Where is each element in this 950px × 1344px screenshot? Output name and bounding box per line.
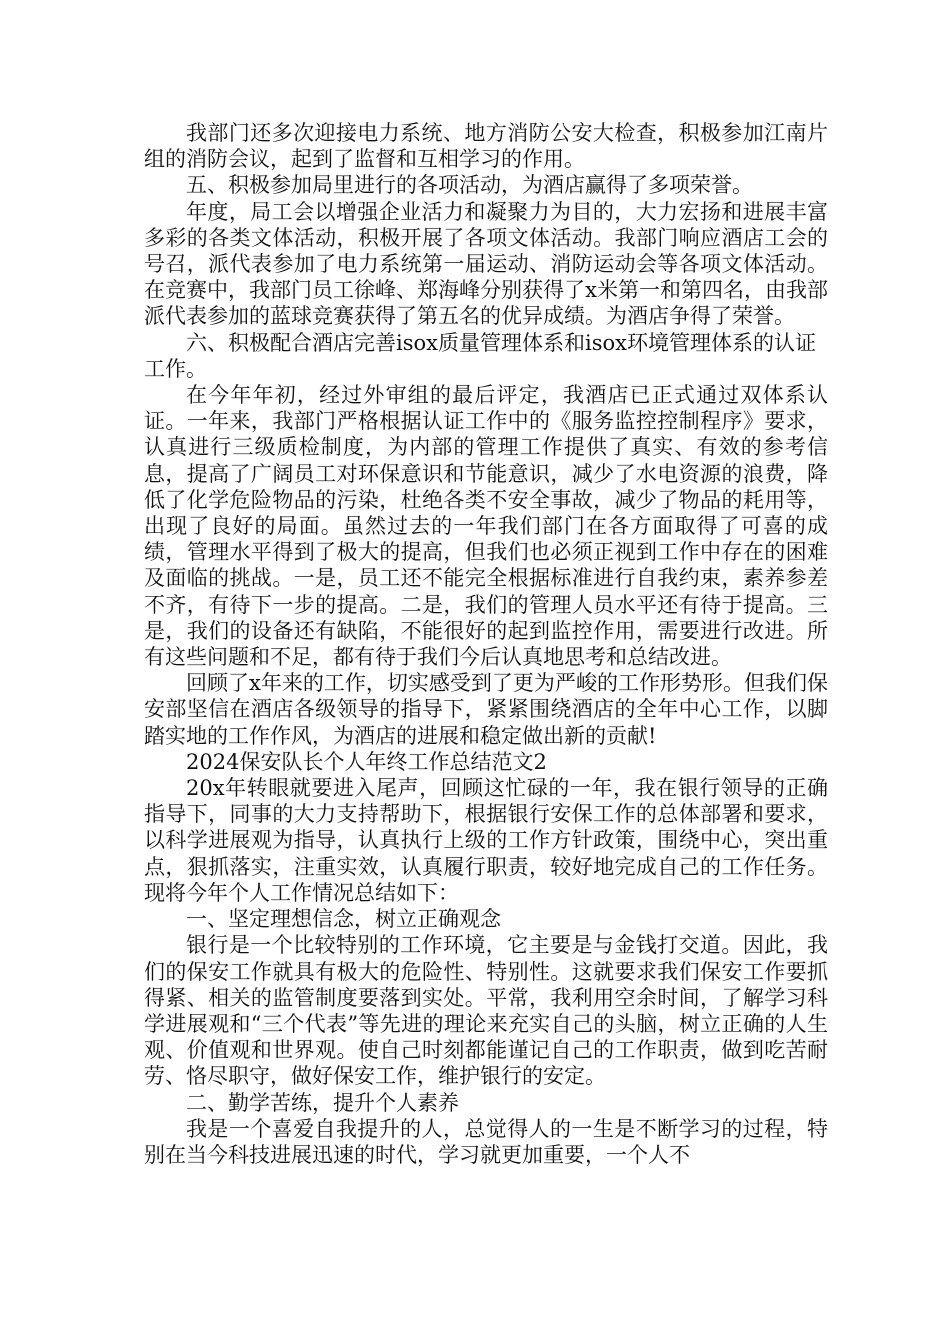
paragraph: 年度，局工会以增强企业活力和凝聚力为目的，大力宏扬和进展丰富多彩的各类文体活动，积极开展了各项文体活动。我部门响应酒店工会的号召，派代表参加了电力系统第一届运动、消防运动会等各项文体活动。在竞赛中，我部门员工徐峰、郑海峰分别获得了x米第一和第四名，由我部派代表参加的蓝球竞赛获得了第五名的优异成绩。为酒店争得了荣誉。 bbox=[144, 199, 828, 329]
paragraph: 在今年年初，经过外审组的最后评定，我酒店已正式通过双体系认证。一年来，我部门严格根据认证工作中的《服务监控控制程序》要求，认真进行三级质检制度，为内部的管理工作提供了真实、有效的参考信息，提高了广阔员工对环保意识和节能意识，减少了水电资源的浪费，降低了化学危险物品的污染，杜绝各类不安全事故，减少了物品的耗用等，出现了良好的局面。虽然过去的一年我们部门在各方面取得了可喜的成绩，管理水平得到了极大的提高，但我们也必须正视到工作中存在的困难及面临的挑战。一是，员工还不能完全根据标准进行自我约束，素养参差不齐，有待下一步的提高。二是，我们的管理人员水平还有待于提高。三是，我们的设备还有缺陷，不能很好的起到监控作用，需要进行改进。所有这些问题和不足，都有待于我们今后认真地思考和总结改进。 bbox=[144, 383, 828, 670]
section-heading: 五、积极参加局里进行的各项活动，为酒店赢得了多项荣誉。 bbox=[186, 173, 753, 198]
section-heading: 六、积极配合酒店完善isox质量管理体系和isox环境管理体系的认证工作。 bbox=[144, 330, 816, 381]
document-body bbox=[144, 120, 828, 1168]
paragraph: 我是一个喜爱自我提升的人，总觉得人的一生是不断学习的过程，特别在当今科技进展迅速的时代，学习就更加重要，一个人不 bbox=[144, 1116, 828, 1167]
article-title: 2024保安队长个人年终工作总结范文2 bbox=[186, 749, 547, 774]
paragraph: 回顾了x年来的工作，切实感受到了更为严峻的工作形势形。但我们保安部坚信在酒店各级领导的指导下，紧紧围绕酒店的全年中心工作，以脚踏实地的工作作风，为酒店的进展和稳定做出新的贡献! bbox=[144, 671, 828, 748]
paragraph: 银行是一个比较特别的工作环境，它主要是与金钱打交道。因此，我们的保安工作就具有极大的危险性、特别性。这就要求我们保安工作要抓得紧、相关的监管制度要落到实处。平常，我利用空余时间，了解学习科学进展观和“三个代表”等先进的理论来充实自己的头脑，树立正确的人生观、价值观和世界观。使自己时刻都能谨记自己的工作职责，做到吃苦耐劳、恪尽职守，做好保安工作，维护银行的安定。 bbox=[144, 933, 828, 1089]
paragraph: 20x年转眼就要进入尾声，回顾这忙碌的一年，我在银行领导的正确指导下，同事的大力支持帮助下，根据银行安保工作的总体部署和要求，以科学进展观为指导，认真执行上级的工作方针政策，围绕中心，突出重点，狠抓落实，注重实效，认真履行职责，较好地完成自己的工作任务。现将今年个人工作情况总结如下： bbox=[144, 776, 828, 905]
paragraph: 我部门还多次迎接电力系统、地方消防公安大检查，积极参加江南片组的消防会议，起到了监督和互相学习的作用。 bbox=[144, 121, 828, 172]
section-heading: 一、坚定理想信念，树立正确观念 bbox=[186, 907, 501, 932]
section-heading: 二、勤学苦练，提升个人素养 bbox=[186, 1090, 459, 1115]
